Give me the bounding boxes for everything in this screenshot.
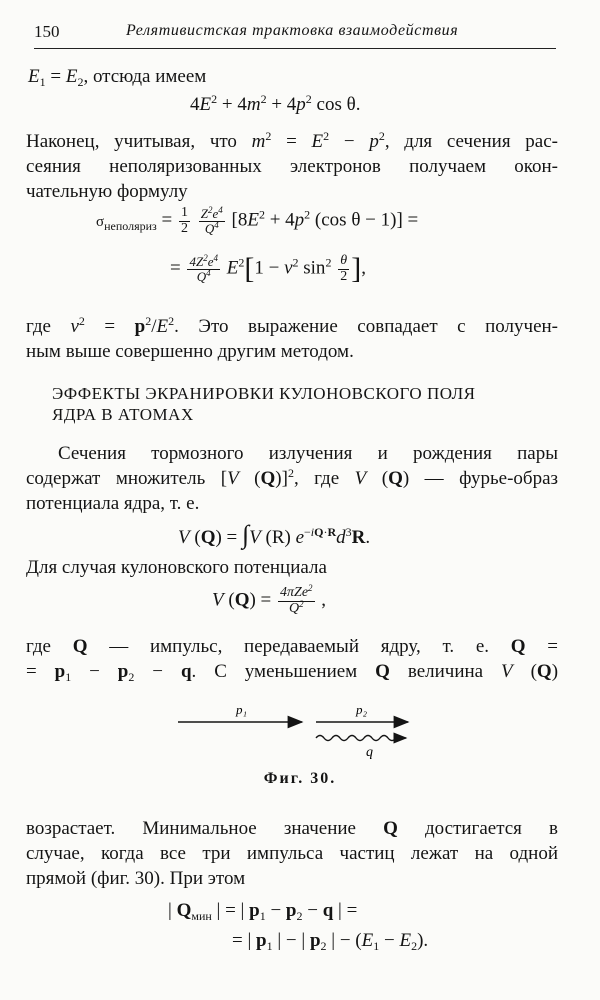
paragraph-line: возрастает. Минимальное значение Q достигается в: [26, 818, 559, 839]
paragraph-line: содержат множитель [V (Q)]$^2$, где V (Q) — фурье-образ: [26, 466, 559, 489]
paragraph-line: где $v^2 = p^2/E^2$. Это выражение совпадает с получен-: [26, 314, 558, 337]
equation-qmin-line1: | $Q_{мин}$ | = | $p_1 - p_2 - q$ | =: [168, 900, 358, 923]
paragraph-line: где Q — импульс, передаваемый ядру, т. е. Q =: [26, 636, 559, 657]
figure-30-diagram: [170, 696, 420, 760]
equation-sigma-line1: $\sigma_{неполяриз}$ = $\frac{1}{2}$ $\frac{Z^2e^4}{Q^4}$ [$8E^2 + 4p^2$ (cos θ − 1)] =: [96, 205, 419, 236]
paragraph-line: ным выше совершенно другим методом.: [26, 341, 354, 362]
equation-qmin-line2: = | $p_1$ | − | $p_2$ | − $(E_1 - E_2)$.: [232, 930, 429, 953]
section-heading-line2: ЯДРА В АТОМАХ: [52, 405, 194, 424]
figure-caption: Фиг. 30.: [263, 770, 337, 787]
equation-4e2: $4E^2 + 4m^2 + 4p^2$ cos θ.: [190, 92, 361, 115]
label-q: q: [366, 745, 373, 760]
page-number: 150: [34, 22, 60, 41]
paragraph-line: чательную формулу: [26, 181, 188, 202]
paragraph-line: = $p_1 - p_2 - q$. С уменьшением Q величина V (Q): [26, 661, 559, 684]
paragraph-line: прямой (фиг. 30). При этом: [26, 868, 246, 889]
equation-fourier: V (Q) = ∫V (R) $e^{-iQ\cdot R}d^3R$.: [178, 520, 371, 549]
label-p2: p₂: [356, 702, 368, 717]
paragraph-line: случае, когда все три импульса частиц лежат на одной: [26, 843, 558, 864]
wavy-q: [316, 736, 396, 741]
paragraph-line: Для случая кулоновского потенциала: [26, 557, 327, 578]
equation-sigma-line2: = $\frac{4Z^2e^4}{Q^4}$ $E^2[1 - v^2$ $\sin^2$ $\frac{\theta}{2}$ ],: [170, 252, 366, 285]
label-p1: p₁: [236, 702, 248, 717]
equation-coulomb: V (Q) = $\frac{4\pi Ze^2}{Q^2}$ ,: [212, 583, 327, 616]
section-heading-line1: ЭФФЕКТЫ ЭКРАНИРОВКИ КУЛОНОВСКОГО ПОЛЯ: [52, 384, 476, 403]
running-title: Релятивистская трактовка взаимодействия: [126, 22, 459, 39]
paragraph-line: Сечения тормозного излучения и рождения пары: [58, 443, 558, 464]
paragraph-line: Наконец, учитывая, что $m^2 = E^2 - p^2$, для сечения рас-: [26, 129, 558, 152]
paragraph-line: потенциала ядра, т. е.: [26, 493, 200, 514]
paragraph-line: сеяния неполяризованных электронов получаем окон-: [26, 156, 558, 177]
running-header: [34, 20, 556, 49]
text-line-1: $E_1 = E_2$, отсюда имеем: [28, 66, 207, 89]
